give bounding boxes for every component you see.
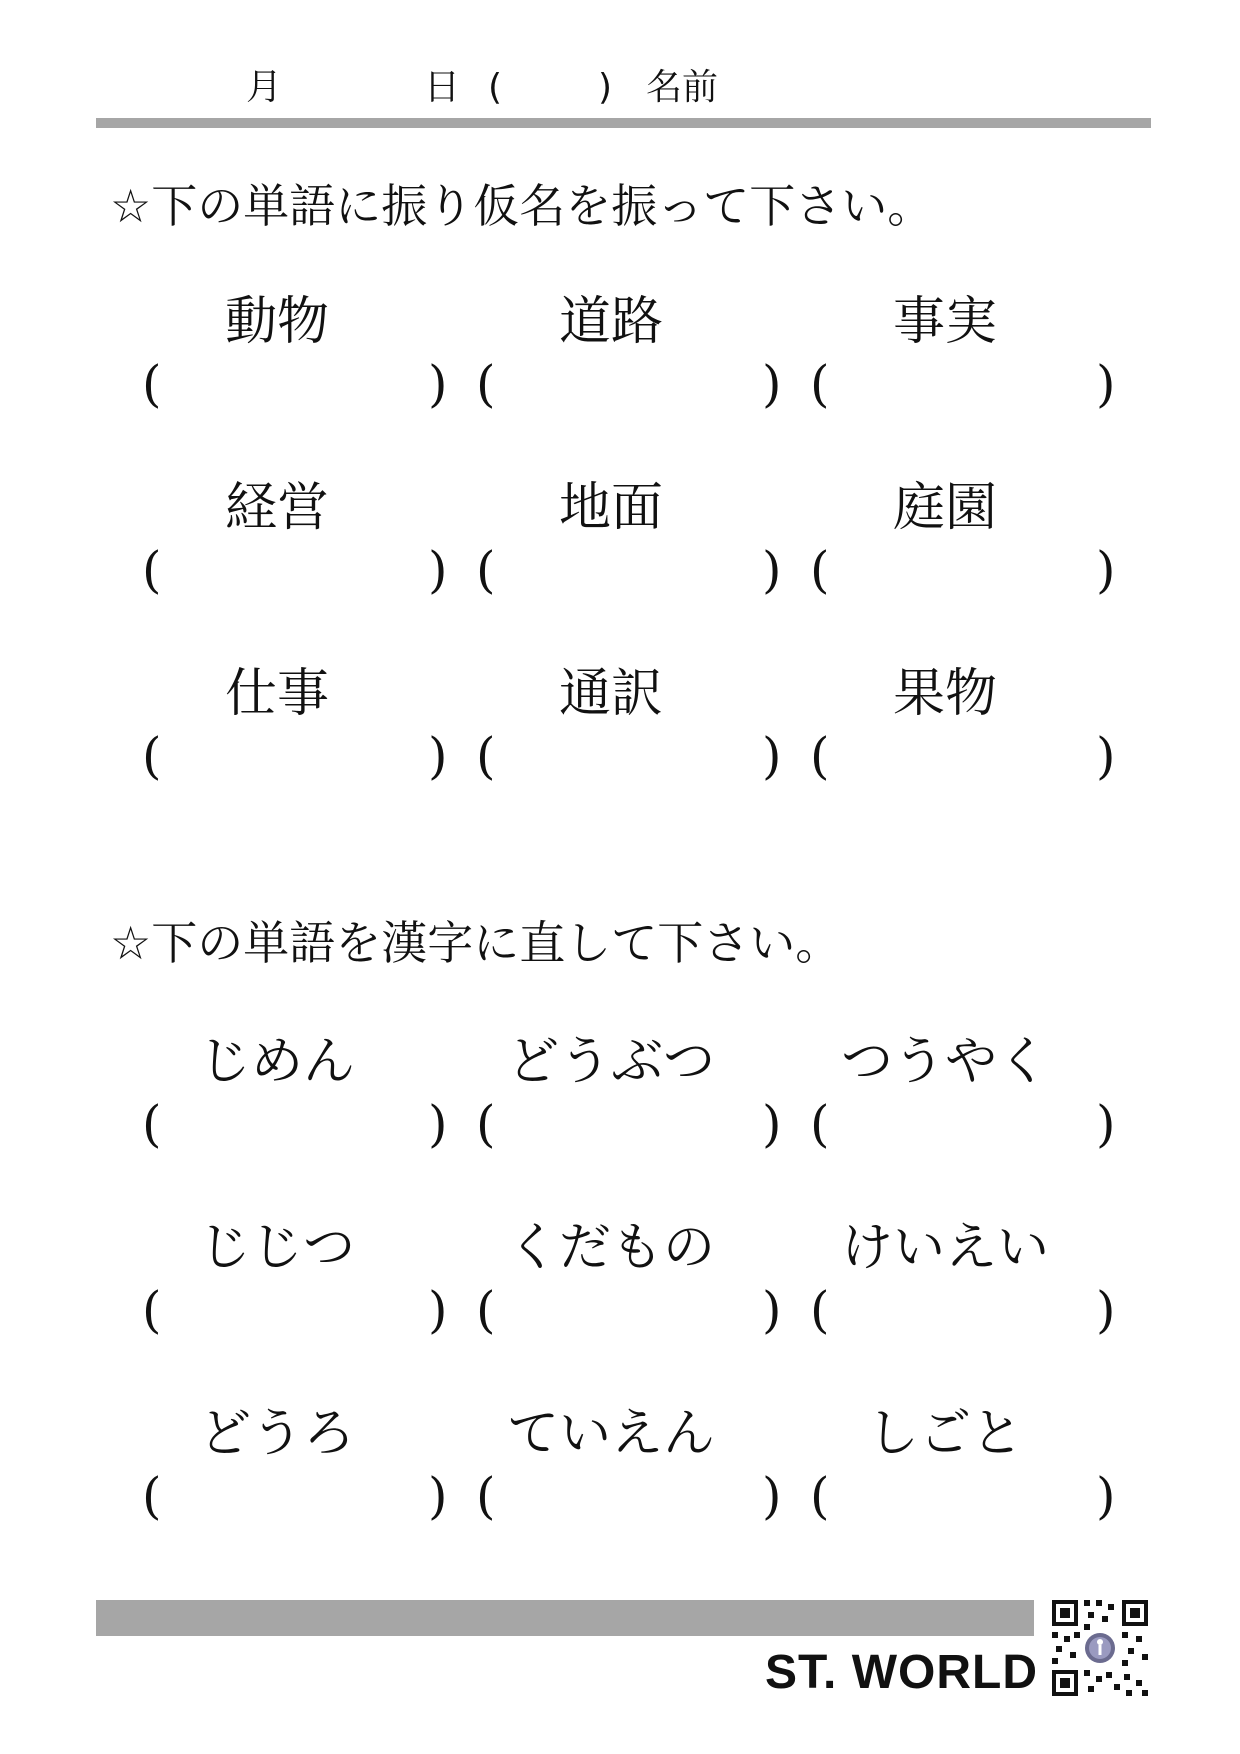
exercise-word: じじつ	[198, 1218, 355, 1278]
answer-paren-close: )	[1096, 355, 1116, 413]
answer-paren-open: (	[810, 355, 830, 413]
exercise-item	[140, 1402, 474, 1552]
exercise-item	[140, 290, 474, 440]
exercise-word: 道路	[558, 292, 663, 352]
answer-paren-open: (	[810, 1281, 830, 1339]
answer-paren-close: )	[762, 1095, 782, 1153]
answer-blank[interactable]	[474, 1092, 808, 1156]
worksheet-header	[96, 62, 1151, 114]
answer-paren-open: (	[476, 541, 496, 599]
section1-instruction: ☆下の単語に振り仮名を振って下さい。	[110, 179, 934, 233]
answer-blank[interactable]	[474, 724, 808, 788]
answer-paren-close: )	[762, 1467, 782, 1525]
footer-divider	[96, 1600, 1034, 1636]
answer-paren-open: (	[476, 1281, 496, 1339]
brand-logo-text: ST. WORLD	[765, 1646, 1038, 1699]
answer-paren-close: )	[428, 541, 448, 599]
answer-paren-close: )	[762, 727, 782, 785]
answer-paren-close: )	[1096, 1281, 1116, 1339]
answer-paren-close: )	[1096, 1095, 1116, 1153]
answer-paren-open: (	[476, 355, 496, 413]
exercise-word: 通訳	[558, 664, 663, 724]
weekday-paren-close: )	[598, 67, 613, 108]
exercise-item	[140, 476, 474, 626]
answer-blank[interactable]	[140, 352, 474, 416]
header-divider	[96, 118, 1151, 128]
exercise-item	[474, 1030, 808, 1180]
answer-paren-open: (	[142, 727, 162, 785]
answer-paren-close: )	[428, 355, 448, 413]
answer-paren-open: (	[810, 541, 830, 599]
answer-blank[interactable]	[140, 1278, 474, 1342]
exercise-item	[474, 662, 808, 812]
exercise-word: つうやく	[840, 1032, 1049, 1092]
answer-paren-open: (	[810, 1095, 830, 1153]
exercise-item	[808, 1216, 1142, 1366]
section2-row	[120, 1402, 1120, 1588]
section1-row	[120, 476, 1120, 662]
exercise-item	[140, 662, 474, 812]
answer-paren-close: )	[762, 1281, 782, 1339]
exercise-word: どうろ	[198, 1404, 355, 1464]
exercise-word: ていえん	[506, 1404, 715, 1464]
answer-paren-open: (	[142, 541, 162, 599]
answer-paren-open: (	[142, 1095, 162, 1153]
answer-paren-close: )	[1096, 541, 1116, 599]
exercise-item	[474, 476, 808, 626]
exercise-item	[808, 662, 1142, 812]
answer-paren-close: )	[762, 541, 782, 599]
exercise-word: じめん	[198, 1032, 355, 1092]
exercise-word: 事実	[892, 292, 997, 352]
exercise-word: 動物	[224, 292, 329, 352]
answer-paren-close: )	[428, 1467, 448, 1525]
exercise-word: 仕事	[224, 664, 329, 724]
answer-paren-close: )	[428, 727, 448, 785]
answer-paren-close: )	[1096, 1467, 1116, 1525]
answer-paren-close: )	[762, 355, 782, 413]
exercise-word: どうぶつ	[506, 1032, 715, 1092]
answer-paren-open: (	[810, 1467, 830, 1525]
exercise-item	[474, 290, 808, 440]
answer-blank[interactable]	[808, 1278, 1142, 1342]
answer-paren-open: (	[810, 727, 830, 785]
answer-blank[interactable]	[808, 1092, 1142, 1156]
answer-paren-open: (	[476, 727, 496, 785]
answer-blank[interactable]	[808, 1464, 1142, 1528]
answer-blank[interactable]	[140, 724, 474, 788]
exercise-item	[808, 1030, 1142, 1180]
answer-blank[interactable]	[808, 538, 1142, 602]
answer-blank[interactable]	[808, 352, 1142, 416]
answer-blank[interactable]	[808, 724, 1142, 788]
answer-blank[interactable]	[474, 1278, 808, 1342]
month-label: 月	[246, 67, 283, 108]
answer-blank[interactable]	[140, 538, 474, 602]
exercise-item	[808, 476, 1142, 626]
answer-paren-open: (	[476, 1467, 496, 1525]
answer-paren-open: (	[142, 1467, 162, 1525]
exercise-word: しごと	[866, 1404, 1023, 1464]
weekday-paren-open: (	[488, 67, 503, 108]
exercise-item	[808, 1402, 1142, 1552]
answer-paren-close: )	[1096, 727, 1116, 785]
answer-paren-open: (	[142, 355, 162, 413]
qr-code-icon	[1048, 1596, 1152, 1700]
exercise-word: 果物	[892, 664, 997, 724]
exercise-word: 地面	[558, 478, 663, 538]
exercise-item	[474, 1402, 808, 1552]
exercise-word: 経営	[224, 478, 329, 538]
exercise-word: 庭園	[892, 478, 997, 538]
section1-row	[120, 290, 1120, 476]
answer-blank[interactable]	[474, 538, 808, 602]
answer-paren-open: (	[476, 1095, 496, 1153]
answer-blank[interactable]	[474, 352, 808, 416]
exercise-item	[808, 290, 1142, 440]
exercise-item	[474, 1216, 808, 1366]
section2-instruction: ☆下の単語を漢字に直して下さい。	[110, 916, 842, 970]
exercise-item	[140, 1030, 474, 1180]
answer-paren-open: (	[142, 1281, 162, 1339]
answer-blank[interactable]	[474, 1464, 808, 1528]
name-label: 名前	[646, 67, 719, 108]
section2-grid	[120, 1030, 1120, 1588]
exercise-word: けいえい	[840, 1218, 1049, 1278]
answer-blank[interactable]	[140, 1464, 474, 1528]
exercise-word: くだもの	[506, 1218, 715, 1278]
answer-blank[interactable]	[140, 1092, 474, 1156]
section2-row	[120, 1030, 1120, 1216]
section2-row	[120, 1216, 1120, 1402]
answer-paren-close: )	[428, 1281, 448, 1339]
section1-grid	[120, 290, 1120, 848]
exercise-item	[140, 1216, 474, 1366]
section1-row	[120, 662, 1120, 848]
answer-paren-close: )	[428, 1095, 448, 1153]
day-label: 日	[424, 67, 461, 108]
